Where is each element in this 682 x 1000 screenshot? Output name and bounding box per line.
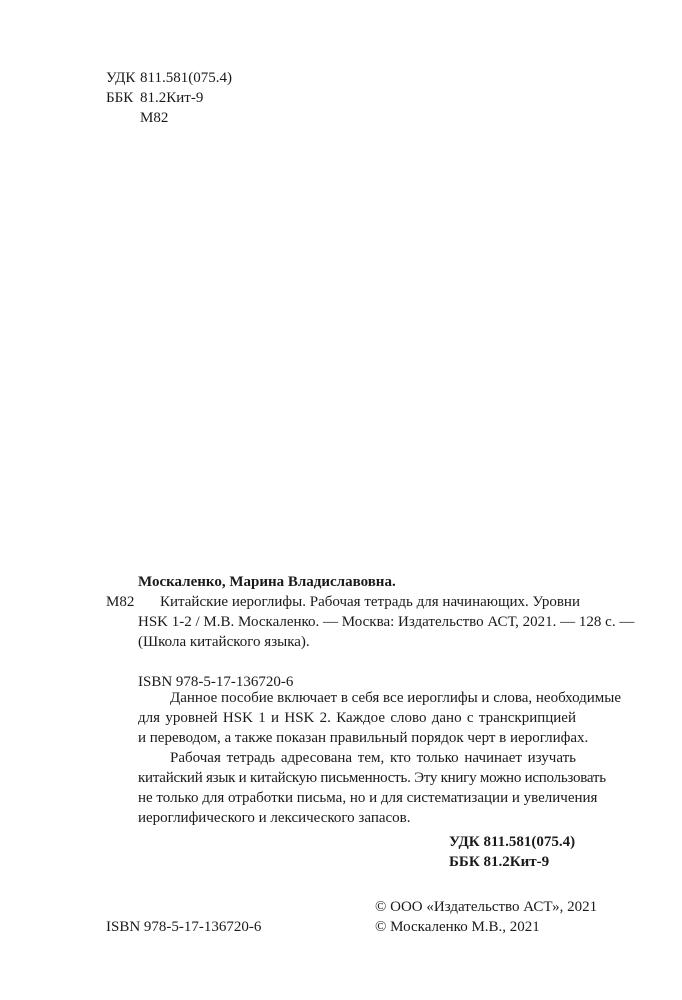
udk-label: УДК (106, 70, 136, 86)
catalog-card (106, 572, 635, 692)
bbk-value: 81.2Кит-9 (140, 90, 204, 106)
bbk-label: ББК (106, 90, 134, 106)
annotation (138, 688, 622, 828)
annotation-p2-line-4: иероглифического и лексического запасов. (138, 810, 411, 826)
annotation-paragraph-2 (138, 748, 606, 828)
udk-line (106, 68, 232, 88)
copyright-line-1: © ООО «Издательство АСТ», 2021 (375, 899, 598, 915)
catalog-isbn: ISBN 978-5-17-136720-6 (138, 674, 294, 690)
annotation-paragraph-1 (138, 688, 622, 748)
annotation-p2-line-2: китайский язык и китайскую письменность. Эту книгу можно использовать (138, 770, 606, 786)
copyright-line-2: © Москаленко М.В., 2021 (375, 919, 540, 935)
bottom-bbk: ББК 81.2Кит-9 (449, 854, 550, 870)
description-line-2: HSK 1-2 / М.В. Москаленко. — Москва: Издательство АСТ, 2021. — 128 с. — (138, 614, 635, 630)
footer-isbn: ISBN 978-5-17-136720-6 (106, 919, 262, 935)
annotation-p2-line-3: не только для отработки письма, но и для систематизации и увеличения (138, 790, 598, 806)
classification-block (106, 68, 232, 128)
author-mark-card: М82 (106, 594, 135, 610)
annotation-p1-line-3: и переводом, а также показан правильный порядок черт в иероглифах. (138, 730, 589, 746)
description-line-3: (Школа китайского языка). (138, 634, 310, 650)
copyright-block (375, 897, 597, 937)
description-line-1: Китайские иероглифы. Рабочая тетрадь для начинающих. Уровни (160, 594, 580, 610)
catalog-description (106, 592, 635, 652)
annotation-p2-line-1: Рабочая тетрадь адресована тем, кто только начинает изучать (170, 750, 576, 766)
bottom-udk: УДК 811.581(075.4) (449, 834, 576, 850)
author-mark-line (106, 108, 232, 128)
udk-value: 811.581(075.4) (140, 70, 232, 86)
bbk-line (106, 88, 232, 108)
author-mark-top: М82 (140, 110, 169, 126)
annotation-p1-line-2: для уровней HSK 1 и HSK 2. Каждое слово дано с транскрипцией (138, 710, 576, 726)
bottom-classification (449, 832, 575, 872)
annotation-p1-line-1: Данное пособие включает в себя все иероглифы и слова, необходимые (170, 690, 622, 706)
author-heading: Москаленко, Марина Владиславовна. (138, 574, 396, 590)
